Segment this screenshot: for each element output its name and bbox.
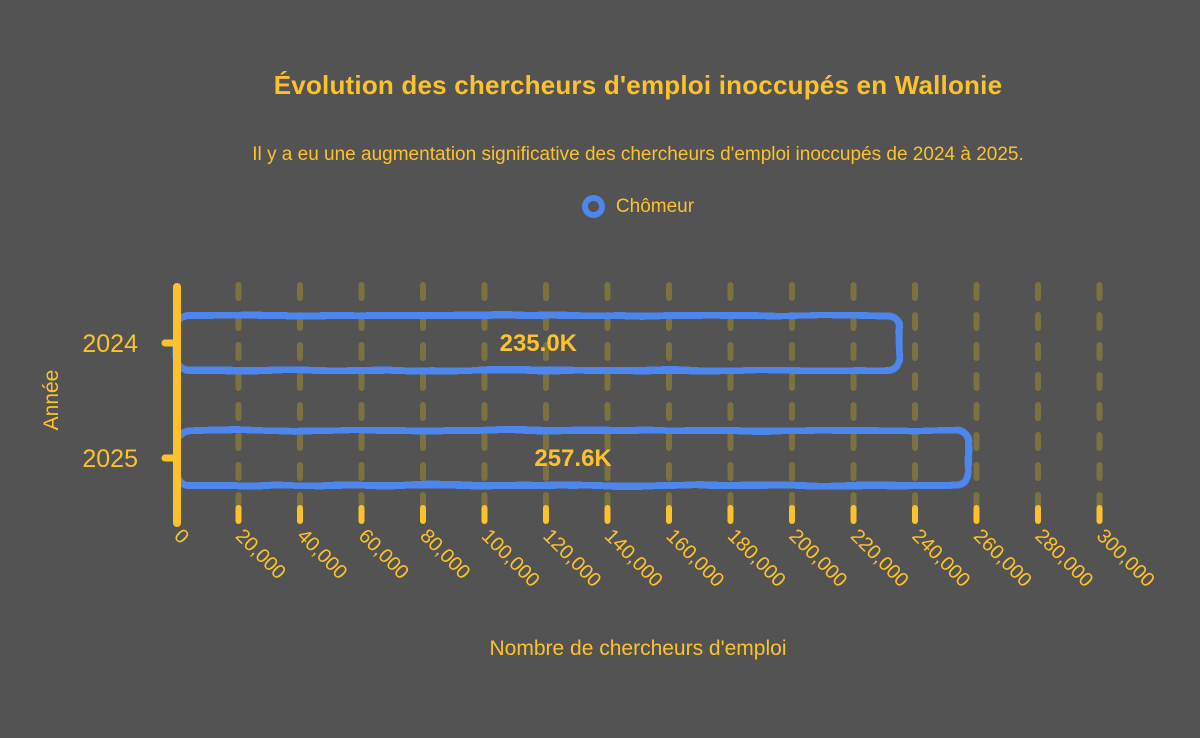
- x-tick-label: 100,000: [476, 524, 544, 592]
- bar-value-label: 257.6K: [534, 445, 612, 472]
- x-axis-title: Nombre de chercheurs d'emploi: [489, 637, 787, 660]
- x-tick-label: 140,000: [599, 524, 667, 592]
- x-tick-label: 120,000: [538, 524, 606, 592]
- x-tick-label: 300,000: [1091, 524, 1159, 592]
- x-tick-label: 200,000: [784, 524, 852, 592]
- x-tick-label: 240,000: [907, 524, 975, 592]
- x-tick-label: 280,000: [1030, 524, 1098, 592]
- bar-value-label: 235.0K: [499, 330, 578, 357]
- category-label: 2025: [82, 445, 138, 473]
- chart-subtitle: Il y a eu une augmentation significative des chercheurs d'emploi inoccupés de 2024 à 2025.: [252, 144, 1024, 165]
- x-tick-label: 260,000: [968, 524, 1036, 592]
- x-tick-label: 0: [169, 524, 193, 549]
- x-tick-label: 220,000: [845, 524, 913, 592]
- x-tick-label: 160,000: [661, 524, 729, 592]
- x-tick-label: 60,000: [353, 524, 413, 584]
- legend-label: Chômeur: [615, 195, 695, 217]
- x-tick-label: 40,000: [292, 524, 352, 584]
- bar-chart: [0, 260, 1200, 638]
- x-tick-label: 180,000: [722, 524, 790, 592]
- x-tick-label: 80,000: [415, 524, 475, 584]
- category-label: 2024: [82, 330, 138, 358]
- legend-marker-icon: [582, 195, 605, 218]
- x-tick-label: 20,000: [230, 524, 290, 584]
- chart-title: Évolution des chercheurs d'emploi inoccupés en Wallonie: [273, 70, 1003, 100]
- legend: [76, 195, 1200, 218]
- y-axis-title: Année: [40, 369, 63, 431]
